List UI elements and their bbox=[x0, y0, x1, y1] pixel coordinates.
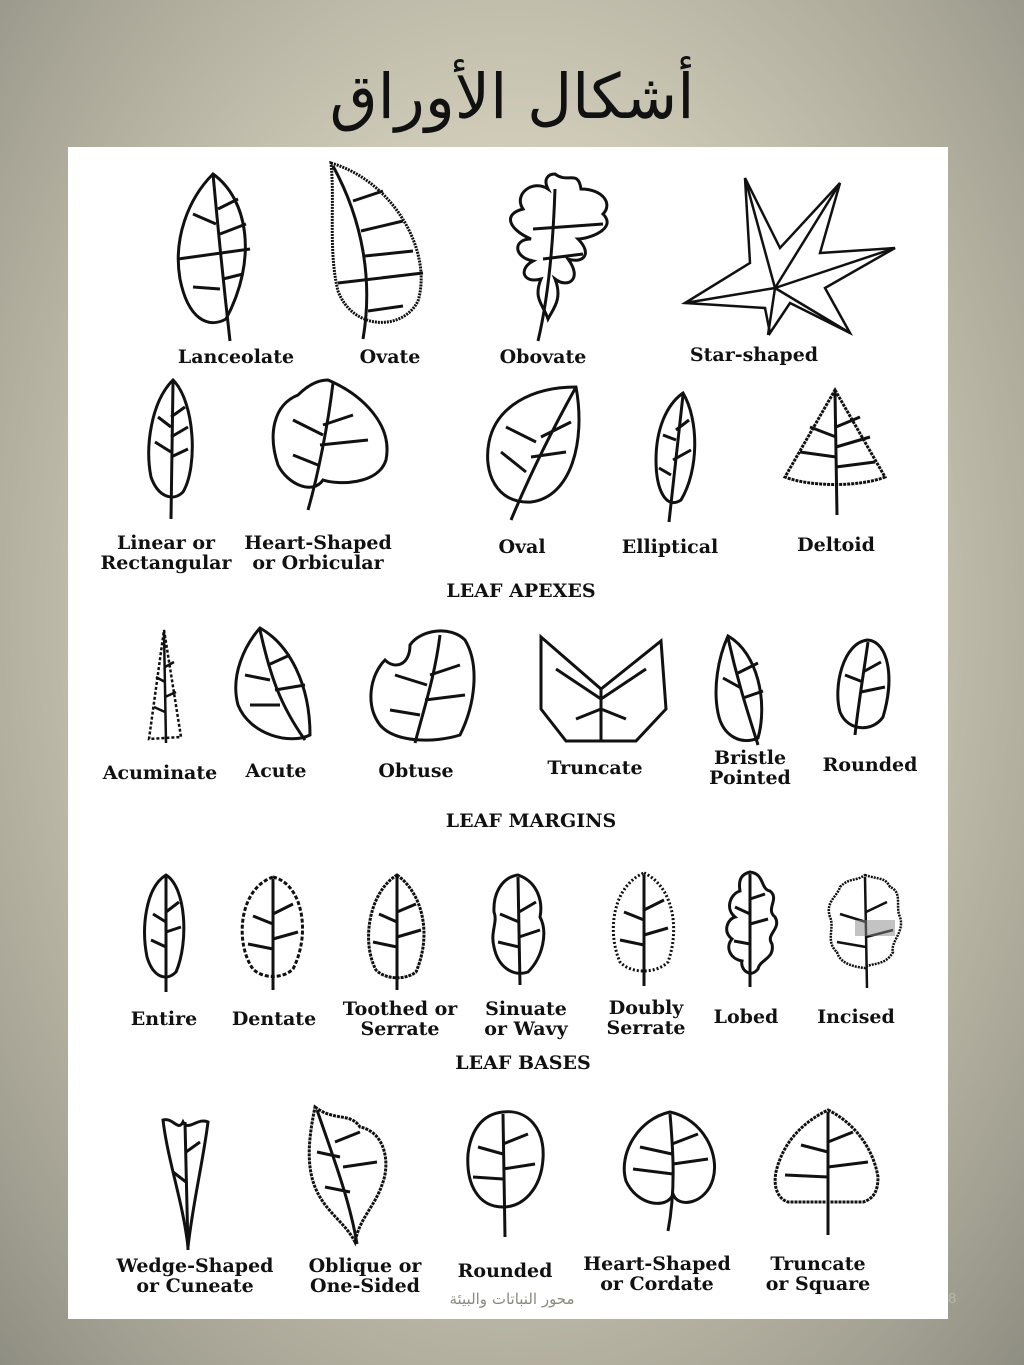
label-obtuse: Obtuse bbox=[378, 760, 454, 782]
label-oval: Oval bbox=[498, 536, 546, 558]
lobed-margin-icon bbox=[720, 869, 782, 989]
dentate-margin-icon bbox=[233, 874, 313, 992]
label-wedge-line2: or Cuneate bbox=[136, 1275, 254, 1297]
label-cordate-line1: Heart-Shaped bbox=[583, 1253, 731, 1275]
label-truncate-base bbox=[766, 1254, 871, 1294]
slide-title: أشكال الأوراق bbox=[329, 60, 695, 133]
label-linear-line1: Linear or bbox=[116, 532, 216, 554]
label-acute: Acute bbox=[245, 760, 307, 782]
label-lobed: Lobed bbox=[713, 1006, 779, 1028]
label-linear-line2: Rectangular bbox=[100, 552, 232, 574]
linear-leaf-icon bbox=[143, 377, 203, 522]
wedge-base-icon bbox=[158, 1112, 213, 1252]
label-truncate-apex: Truncate bbox=[547, 757, 643, 779]
section-header-apexes: LEAF APEXES bbox=[446, 580, 596, 602]
label-deltoid: Deltoid bbox=[797, 534, 875, 556]
label-heart-orbicular-line1: Heart-Shaped bbox=[244, 532, 392, 554]
label-entire: Entire bbox=[130, 1008, 198, 1030]
label-toothed-line1: Toothed or bbox=[342, 998, 458, 1020]
bristle-pointed-apex-icon bbox=[713, 633, 773, 748]
label-oblique-line1: Oblique or bbox=[308, 1255, 422, 1277]
doubly-serrate-margin-icon bbox=[606, 870, 681, 988]
label-lanceolate: Lanceolate bbox=[177, 346, 295, 368]
label-oblique-line2: One-Sided bbox=[310, 1275, 420, 1297]
label-bristle-line2: Pointed bbox=[709, 767, 791, 789]
label-incised: Incised bbox=[817, 1006, 895, 1028]
label-heart-orbicular-line2: or Orbicular bbox=[252, 552, 384, 574]
deltoid-leaf-icon bbox=[780, 387, 890, 517]
label-star-shaped: Star-shaped bbox=[689, 344, 819, 366]
heart-orbicular-leaf-icon bbox=[268, 375, 393, 515]
obovate-leaf-icon bbox=[493, 169, 623, 344]
label-acuminate: Acuminate bbox=[102, 762, 218, 784]
label-ovate: Ovate bbox=[359, 346, 421, 368]
incised-margin-icon bbox=[825, 872, 905, 990]
acuminate-apex-icon bbox=[146, 627, 186, 745]
label-rounded-apex: Rounded bbox=[822, 754, 918, 776]
rounded-base-icon bbox=[463, 1109, 548, 1239]
ovate-leaf-icon bbox=[323, 161, 433, 341]
sinuate-margin-icon bbox=[488, 872, 550, 987]
label-sinuate bbox=[484, 999, 567, 1039]
truncate-base-icon bbox=[773, 1107, 883, 1237]
leaf-chart-sheet bbox=[68, 147, 948, 1319]
section-header-bases: LEAF BASES bbox=[455, 1052, 591, 1074]
oval-leaf-icon bbox=[481, 382, 586, 522]
rounded-apex-icon bbox=[833, 637, 895, 737]
label-cordate bbox=[583, 1254, 731, 1294]
label-toothed-line2: Serrate bbox=[360, 1018, 440, 1040]
obtuse-apex-icon bbox=[365, 625, 480, 745]
lanceolate-leaf-icon bbox=[168, 169, 258, 344]
label-wedge-line1: Wedge-Shaped bbox=[116, 1255, 274, 1277]
label-sinuate-line2: or Wavy bbox=[484, 1018, 568, 1040]
entire-margin-icon bbox=[141, 872, 191, 994]
label-bristle-pointed bbox=[709, 748, 791, 788]
cordate-base-icon bbox=[618, 1109, 723, 1234]
acute-apex-icon bbox=[230, 625, 315, 745]
star-shaped-leaf-icon bbox=[680, 173, 900, 343]
label-obovate: Obovate bbox=[499, 346, 587, 368]
page-number: 8 bbox=[948, 1290, 957, 1307]
label-elliptical: Elliptical bbox=[621, 536, 719, 558]
label-cordate-line2: or Cordate bbox=[600, 1273, 714, 1295]
elliptical-leaf-icon bbox=[651, 390, 701, 525]
label-heart-orbicular bbox=[244, 533, 392, 573]
label-truncate-base-line1: Truncate bbox=[770, 1253, 866, 1275]
truncate-apex-icon bbox=[536, 629, 671, 744]
label-doubly-serrate bbox=[606, 998, 685, 1038]
label-truncate-base-line2: or Square bbox=[765, 1273, 871, 1295]
label-dentate: Dentate bbox=[231, 1008, 317, 1030]
label-sinuate-line1: Sinuate bbox=[485, 998, 567, 1020]
section-header-margins: LEAF MARGINS bbox=[445, 810, 617, 832]
footer-text: محور النباتات والبيئة bbox=[449, 1290, 575, 1308]
label-rounded-base: Rounded bbox=[457, 1260, 553, 1282]
label-doubly-line1: Doubly bbox=[608, 997, 684, 1019]
label-toothed bbox=[343, 999, 458, 1039]
label-linear bbox=[101, 533, 232, 573]
label-doubly-line2: Serrate bbox=[606, 1017, 686, 1039]
label-bristle-line1: Bristle bbox=[713, 747, 787, 769]
toothed-margin-icon bbox=[361, 872, 433, 992]
oblique-base-icon bbox=[305, 1102, 395, 1247]
